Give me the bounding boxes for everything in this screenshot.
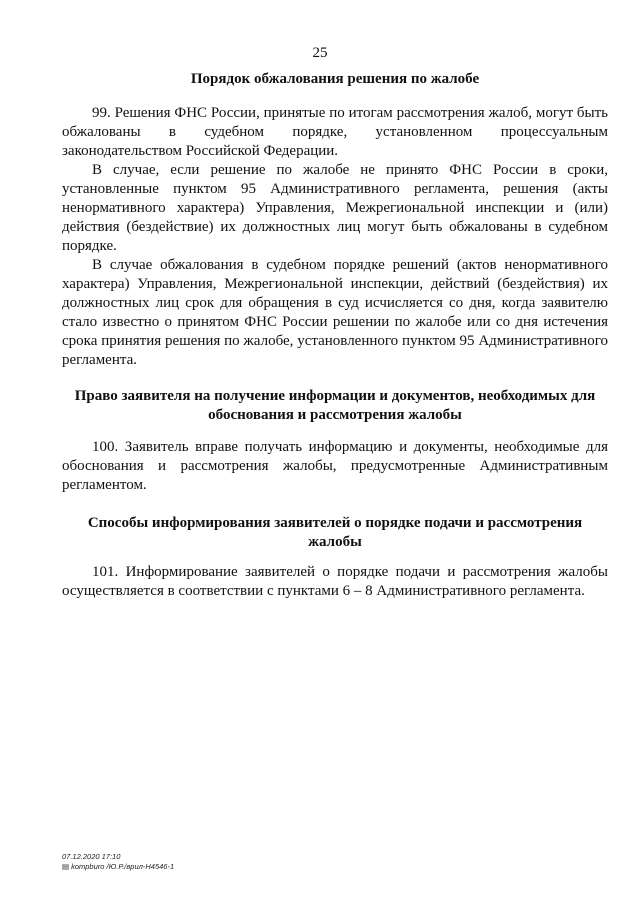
document-footer xyxy=(62,852,174,872)
paragraph-99: 99. Решения ФНС России, принятые по итогам рассмотрения жалоб, могут быть обжалованы в судебном порядке, установленном процессуальным законодательством Российской Федерации. xyxy=(62,105,608,159)
paragraph-100: 100. Заявитель вправе получать информацию и документы, необходимые для обоснования и рассмотрения жалобы, предусмотренные Административным регламентом. xyxy=(62,439,608,493)
footer-doc-ref: kompburo /Ю.Р./врил-Н4546-1 xyxy=(71,862,175,871)
paragraph-99-court-term: В случае обжалования в судебном порядке решений (актов ненормативного характера) Управления, Межрегиональной инспекции, действий (бездействия) их должностных лиц срок для обращения в суд исчисляется со дня, когда заявителю стало известно о принятом ФНС России решении по жалобе или со дня истечения срока принятия решения по жалобе, установленного пунктом 95 Административного регламента. xyxy=(62,257,608,368)
paragraph-99-deadline: В случае, если решение по жалобе не принято ФНС России в сроки, установленные пунктом 95 Административного регламента, решения (акты ненормативного характера) Управления, Межрегиональной инспекции и (или) действия (бездействие) их должностных лиц могут быть обжалованы в судебном порядке. xyxy=(62,162,608,254)
page-number: 25 xyxy=(312,45,328,61)
document-body xyxy=(62,70,608,601)
footer-doc-ref-line xyxy=(62,862,174,872)
document-icon: ▤ xyxy=(62,862,70,871)
section-heading-appeal-procedure: Порядок обжалования решения по жалобе xyxy=(190,71,480,87)
footer-timestamp: 07.12.2020 17:10 xyxy=(62,852,121,861)
section-heading-informing-methods: Способы информирования заявителей о порядке подачи и рассмотрения жалобы xyxy=(87,515,583,550)
section-heading-right-to-information: Право заявителя на получение информации и документов, необходимых для обоснования и рассмотрения жалобы xyxy=(74,388,596,423)
paragraph-101: 101. Информирование заявителей о порядке подачи и рассмотрения жалобы осуществляется в соответствии с пунктами 6 – 8 Административного регламента. xyxy=(62,564,608,599)
